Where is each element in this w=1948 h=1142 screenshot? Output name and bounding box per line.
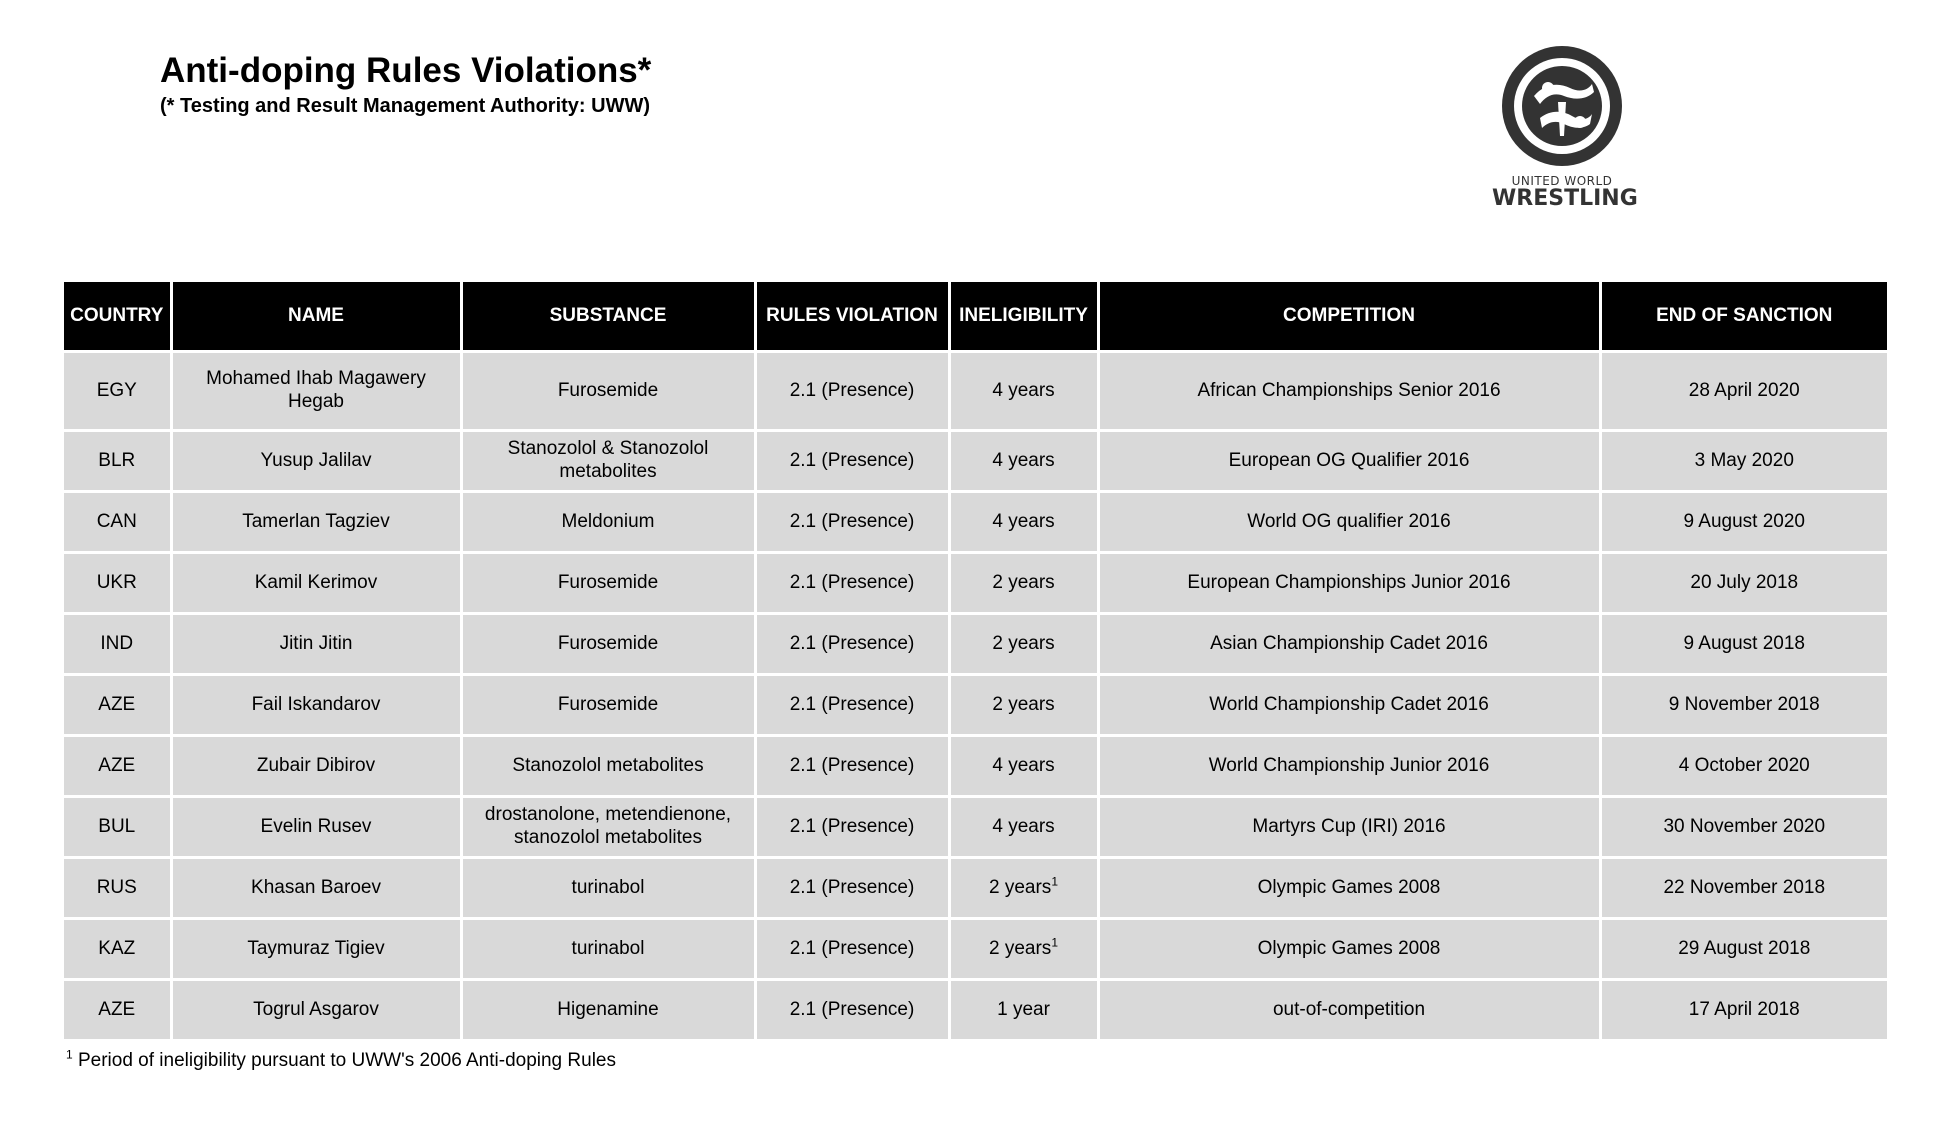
cell-rules-violation: 2.1 (Presence) xyxy=(755,431,949,492)
footnote-text: Period of ineligibility pursuant to UWW's 2006 Anti-doping Rules xyxy=(77,1050,616,1071)
table-header-row xyxy=(64,282,1887,352)
cell-substance: turinabol xyxy=(461,919,755,980)
column-header-rules-violation: RULES VIOLATION xyxy=(755,282,949,352)
cell-country: CAN xyxy=(64,492,171,553)
cell-name: Kamil Kerimov xyxy=(171,553,461,614)
ineligibility-value: 4 years xyxy=(992,754,1055,776)
cell-end-of-sanction: 9 August 2018 xyxy=(1600,614,1887,675)
column-header-country: COUNTRY xyxy=(64,282,171,352)
cell-rules-violation: 2.1 (Presence) xyxy=(755,492,949,553)
cell-name: Evelin Rusev xyxy=(171,797,461,858)
cell-name: Taymuraz Tigiev xyxy=(171,919,461,980)
cell-substance: Stanozolol metabolites xyxy=(461,736,755,797)
ineligibility-value: 2 years xyxy=(989,876,1052,898)
cell-competition: World Championship Junior 2016 xyxy=(1098,736,1600,797)
cell-end-of-sanction: 28 April 2020 xyxy=(1600,352,1887,431)
cell-substance: Furosemide xyxy=(461,675,755,736)
cell-name: Zubair Dibirov xyxy=(171,736,461,797)
cell-rules-violation: 2.1 (Presence) xyxy=(755,919,949,980)
cell-end-of-sanction: 20 July 2018 xyxy=(1600,553,1887,614)
cell-end-of-sanction: 9 August 2020 xyxy=(1600,492,1887,553)
cell-substance: drostanolone, metendienone, stanozolol metabolites xyxy=(461,797,755,858)
cell-rules-violation: 2.1 (Presence) xyxy=(755,614,949,675)
cell-end-of-sanction: 9 November 2018 xyxy=(1600,675,1887,736)
cell-ineligibility xyxy=(949,492,1098,553)
column-header-name: NAME xyxy=(171,282,461,352)
uww-logo xyxy=(1492,44,1638,211)
cell-name: Mohamed Ihab Magawery Hegab xyxy=(171,352,461,431)
logo-text-line2: WRESTLING xyxy=(1492,186,1638,211)
footnote-marker: 1 xyxy=(1051,874,1058,889)
cell-country: KAZ xyxy=(64,919,171,980)
cell-end-of-sanction: 3 May 2020 xyxy=(1600,431,1887,492)
cell-ineligibility xyxy=(949,858,1098,919)
cell-country: BUL xyxy=(64,797,171,858)
cell-name: Tamerlan Tagziev xyxy=(171,492,461,553)
logo-text-line1: UNITED WORLD xyxy=(1511,174,1613,188)
cell-competition: World Championship Cadet 2016 xyxy=(1098,675,1600,736)
cell-rules-violation: 2.1 (Presence) xyxy=(755,797,949,858)
cell-country: IND xyxy=(64,614,171,675)
ineligibility-value: 2 years xyxy=(992,693,1055,715)
column-header-end-of-sanction: END OF SANCTION xyxy=(1600,282,1887,352)
cell-competition: Martyrs Cup (IRI) 2016 xyxy=(1098,797,1600,858)
table-row xyxy=(64,797,1887,858)
cell-end-of-sanction: 29 August 2018 xyxy=(1600,919,1887,980)
cell-country: AZE xyxy=(64,980,171,1040)
cell-competition: European OG Qualifier 2016 xyxy=(1098,431,1600,492)
cell-country: AZE xyxy=(64,675,171,736)
cell-country: UKR xyxy=(64,553,171,614)
ineligibility-value: 1 year xyxy=(997,998,1050,1020)
cell-rules-violation: 2.1 (Presence) xyxy=(755,352,949,431)
cell-name: Jitin Jitin xyxy=(171,614,461,675)
cell-end-of-sanction: 22 November 2018 xyxy=(1600,858,1887,919)
table-row xyxy=(64,492,1887,553)
table-row xyxy=(64,675,1887,736)
ineligibility-value: 4 years xyxy=(992,510,1055,532)
cell-name: Fail Iskandarov xyxy=(171,675,461,736)
cell-name: Yusup Jalilav xyxy=(171,431,461,492)
table-row xyxy=(64,736,1887,797)
cell-end-of-sanction: 4 October 2020 xyxy=(1600,736,1887,797)
footnote xyxy=(66,1047,616,1072)
ineligibility-value: 2 years xyxy=(992,571,1055,593)
cell-ineligibility xyxy=(949,431,1098,492)
cell-competition: European Championships Junior 2016 xyxy=(1098,553,1600,614)
cell-country: EGY xyxy=(64,352,171,431)
column-header-substance: SUBSTANCE xyxy=(461,282,755,352)
page-title: Anti-doping Rules Violations* xyxy=(160,51,652,90)
table-row xyxy=(64,614,1887,675)
cell-ineligibility xyxy=(949,736,1098,797)
page-subtitle: (* Testing and Result Management Authority: UWW) xyxy=(160,95,650,117)
cell-ineligibility xyxy=(949,919,1098,980)
table-row xyxy=(64,431,1887,492)
cell-substance: Meldonium xyxy=(461,492,755,553)
cell-competition: Olympic Games 2008 xyxy=(1098,858,1600,919)
cell-substance: Higenamine xyxy=(461,980,755,1040)
ineligibility-value: 2 years xyxy=(989,937,1052,959)
column-header-ineligibility: INELIGIBILITY xyxy=(949,282,1098,352)
sanctions-table xyxy=(64,282,1887,1039)
cell-substance: Furosemide xyxy=(461,553,755,614)
cell-ineligibility xyxy=(949,553,1098,614)
wrestlers-emblem-icon xyxy=(1500,44,1624,168)
cell-ineligibility xyxy=(949,352,1098,431)
cell-substance: Furosemide xyxy=(461,614,755,675)
ineligibility-value: 4 years xyxy=(992,815,1055,837)
ineligibility-value: 4 years xyxy=(992,449,1055,471)
cell-rules-violation: 2.1 (Presence) xyxy=(755,553,949,614)
cell-ineligibility xyxy=(949,614,1098,675)
cell-ineligibility xyxy=(949,980,1098,1040)
cell-rules-violation: 2.1 (Presence) xyxy=(755,980,949,1040)
cell-name: Khasan Baroev xyxy=(171,858,461,919)
cell-rules-violation: 2.1 (Presence) xyxy=(755,675,949,736)
column-header-competition: COMPETITION xyxy=(1098,282,1600,352)
table-row xyxy=(64,352,1887,431)
cell-country: RUS xyxy=(64,858,171,919)
footnote-marker: 1 xyxy=(1051,935,1058,950)
cell-ineligibility xyxy=(949,675,1098,736)
cell-competition: African Championships Senior 2016 xyxy=(1098,352,1600,431)
table-row xyxy=(64,553,1887,614)
table-row xyxy=(64,919,1887,980)
cell-substance: Stanozolol & Stanozolol metabolites xyxy=(461,431,755,492)
table-row xyxy=(64,858,1887,919)
footnote-marker: 1 xyxy=(66,1047,73,1062)
cell-substance: turinabol xyxy=(461,858,755,919)
ineligibility-value: 4 years xyxy=(992,379,1055,401)
cell-country: BLR xyxy=(64,431,171,492)
cell-country: AZE xyxy=(64,736,171,797)
table-row xyxy=(64,980,1887,1040)
cell-end-of-sanction: 30 November 2020 xyxy=(1600,797,1887,858)
cell-rules-violation: 2.1 (Presence) xyxy=(755,858,949,919)
cell-competition: Asian Championship Cadet 2016 xyxy=(1098,614,1600,675)
cell-rules-violation: 2.1 (Presence) xyxy=(755,736,949,797)
cell-ineligibility xyxy=(949,797,1098,858)
cell-competition: out-of-competition xyxy=(1098,980,1600,1040)
cell-name: Togrul Asgarov xyxy=(171,980,461,1040)
cell-competition: Olympic Games 2008 xyxy=(1098,919,1600,980)
ineligibility-value: 2 years xyxy=(992,632,1055,654)
cell-end-of-sanction: 17 April 2018 xyxy=(1600,980,1887,1040)
cell-competition: World OG qualifier 2016 xyxy=(1098,492,1600,553)
cell-substance: Furosemide xyxy=(461,352,755,431)
